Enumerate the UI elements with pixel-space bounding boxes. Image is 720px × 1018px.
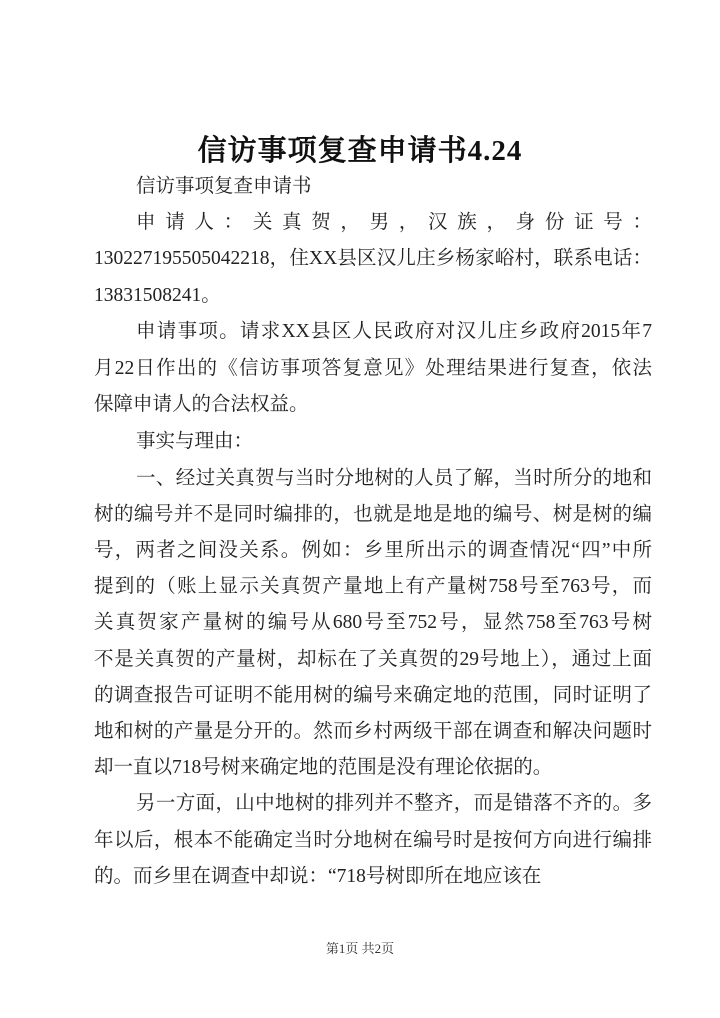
paragraph-line: 13831508241。 [94,285,221,306]
subtitle: 信访事项复查申请书 [136,176,312,197]
paragraph-line: 的调查报告可证明不能用树的编号来确定地的范围，同时证明了 [94,685,652,706]
paragraph-line: 一、经过关真贺与当时分地树的人员了解，当时所分的地和 [136,468,652,489]
paragraph-line: 号，两者之间没关系。例如：乡里所出示的调查情况“四”中所 [94,540,652,561]
document-title: 信访事项复查申请书4.24 [197,135,523,167]
paragraph-line: 月22日作出的《信访事项答复意见》处理结果进行复查，依法 [94,358,652,379]
paragraph-line: 却一直以718号树来确定地的范围是没有理论依据的。 [94,757,553,778]
section-heading: 事实与理由： [136,431,254,452]
paragraph-line: 申 请 人 ： 关 真 贺 ， 男 ， 汉 族 ， 身 份 证 号 ： [136,212,652,233]
paragraph-line: 地和树的产量是分开的。然而乡村两级干部在调查和解决问题时 [94,721,652,742]
paragraph-line: 树的编号并不是同时编排的，也就是地是地的编号、树是树的编 [94,504,652,525]
paragraph-line: 提到的（账上显示关真贺产量地上有产量树758号至763号，而 [94,576,652,597]
paragraph-line: 不是关真贺的产量树，却标在了关真贺的29号地上），通过上面 [94,649,652,670]
paragraph-line: 保障申请人的合法权益。 [94,394,309,415]
paragraph-line: 另一方面，山中地树的排列并不整齐，而是错落不齐的。多 [136,793,652,814]
paragraph-line: 130227195505042218，住XX县区汉儿庄乡杨家峪村，联系电话： [94,248,652,269]
paragraph-line: 关真贺家产量树的编号从680号至752号，显然758至763号树 [94,612,652,633]
page-number: 第1页 共2页 [325,941,395,956]
paragraph-line: 申请事项。请求XX县区人民政府对汉儿庄乡政府2015年7 [136,321,652,342]
paragraph-line: 年以后，根本不能确定当时分地树在编号时是按何方向进行编排 [94,830,652,851]
paragraph-line: 的。而乡里在调查中却说：“718号树即所在地应该在 [94,866,542,887]
